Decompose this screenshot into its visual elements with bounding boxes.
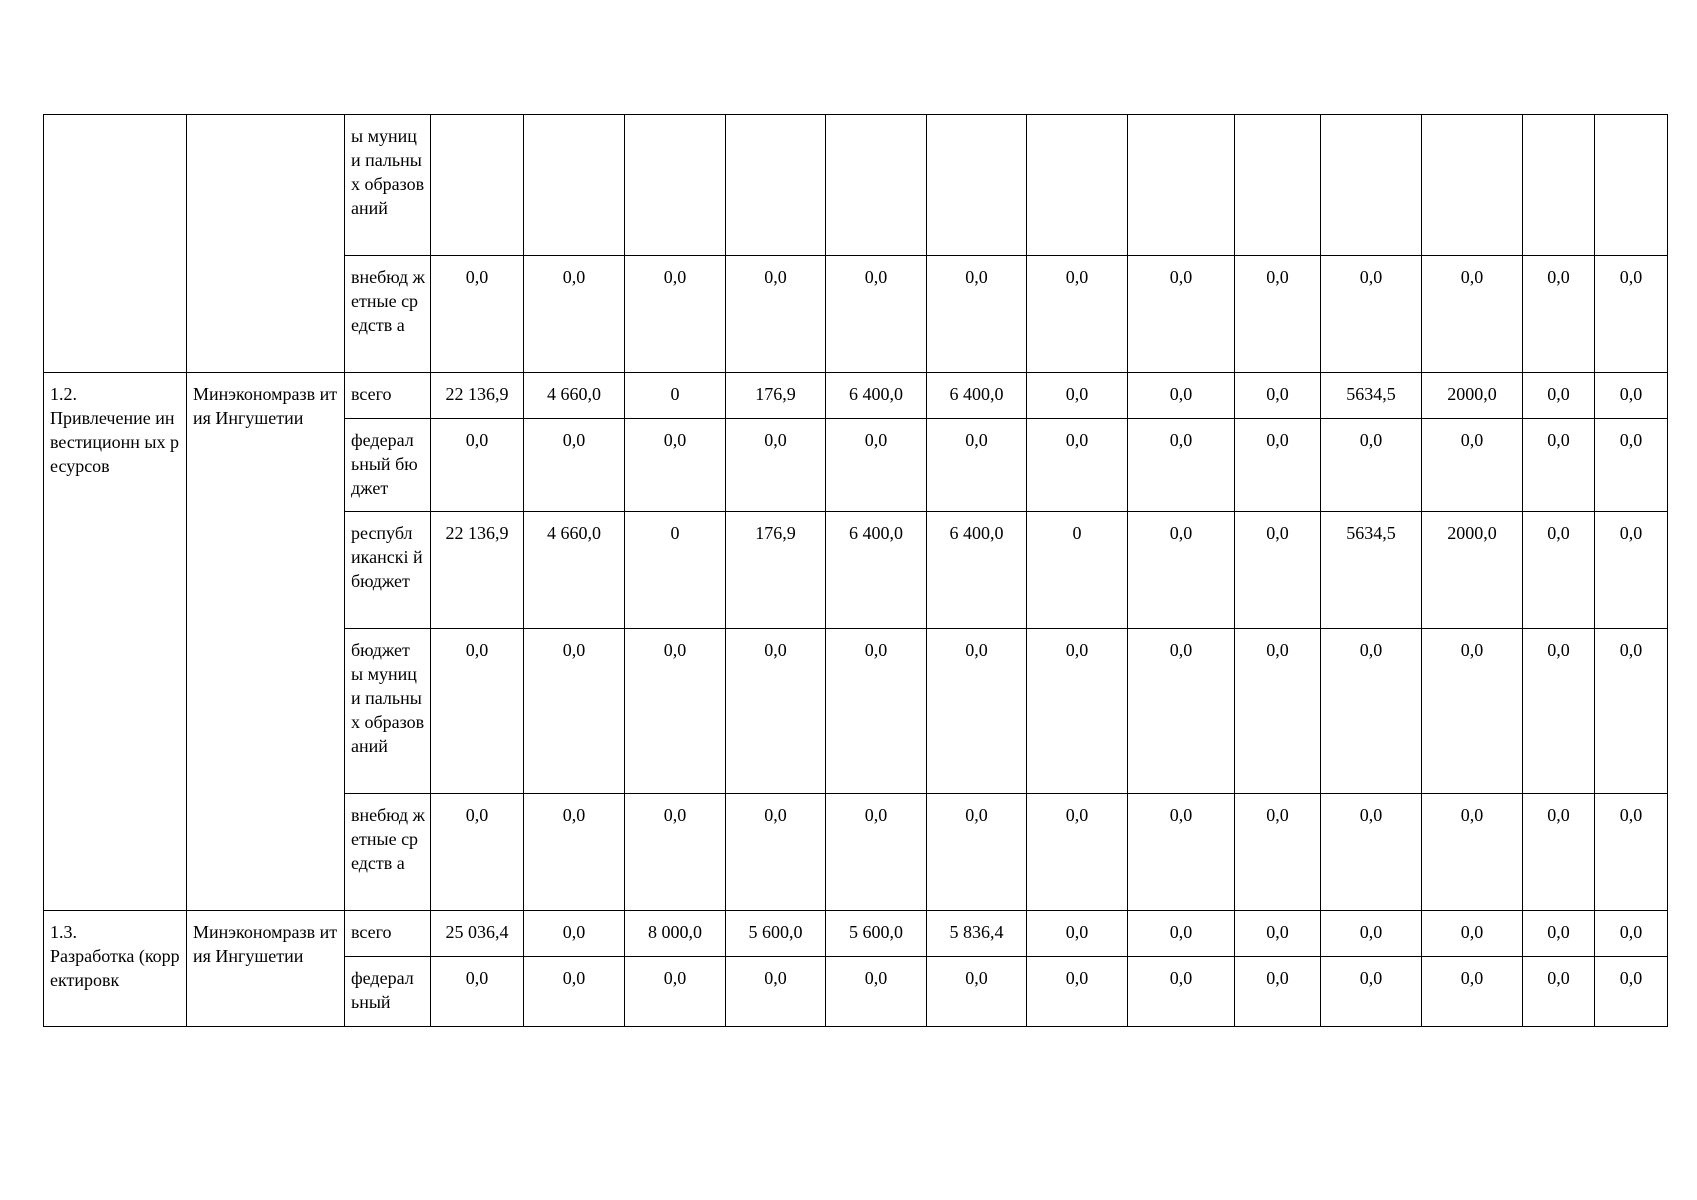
amount-cell: 0,0: [1321, 256, 1422, 373]
amount-cell: 6 400,0: [826, 373, 927, 419]
amount-cell: 0,0: [1595, 911, 1668, 957]
amount-cell: [1422, 115, 1523, 256]
executor-cell: Минэкономразв ития Ингушетии: [187, 373, 345, 911]
amount-cell: 0,0: [1321, 629, 1422, 794]
activity-code: 1.2.: [50, 384, 77, 404]
funding-source-cell: республ иканскі й бюджет: [345, 512, 431, 629]
amount-cell: [927, 115, 1027, 256]
amount-cell: 0,0: [927, 794, 1027, 911]
amount-cell: 0,0: [1027, 419, 1128, 512]
amount-cell: 0,0: [1523, 512, 1595, 629]
amount-cell: 0,0: [1027, 911, 1128, 957]
amount-cell: 0,0: [1128, 512, 1235, 629]
amount-cell: 0,0: [431, 256, 524, 373]
amount-cell: 0,0: [1523, 911, 1595, 957]
amount-cell: [726, 115, 826, 256]
amount-cell: [1523, 115, 1595, 256]
amount-cell: 0,0: [927, 419, 1027, 512]
amount-cell: 0,0: [1523, 794, 1595, 911]
amount-cell: 0,0: [1235, 373, 1321, 419]
amount-cell: [524, 115, 625, 256]
funding-source-cell: федерал ьный: [345, 957, 431, 1027]
amount-cell: 0,0: [625, 629, 726, 794]
amount-cell: 0,0: [524, 794, 625, 911]
table-body: [44, 115, 1668, 1027]
amount-cell: [826, 115, 927, 256]
amount-cell: [1595, 115, 1668, 256]
amount-cell: 22 136,9: [431, 373, 524, 419]
amount-cell: 5634,5: [1321, 373, 1422, 419]
amount-cell: 0,0: [1128, 794, 1235, 911]
funding-source-cell: бюджет ы муници пальных образов аний: [345, 629, 431, 794]
amount-cell: 0,0: [1595, 629, 1668, 794]
amount-cell: 6 400,0: [826, 512, 927, 629]
amount-cell: 0,0: [431, 629, 524, 794]
amount-cell: 0,0: [1235, 911, 1321, 957]
amount-cell: 0,0: [1027, 794, 1128, 911]
amount-cell: 0,0: [431, 957, 524, 1027]
amount-cell: 0,0: [726, 957, 826, 1027]
amount-cell: 0,0: [1523, 957, 1595, 1027]
amount-cell: 176,9: [726, 373, 826, 419]
amount-cell: 0,0: [1321, 911, 1422, 957]
amount-cell: 0,0: [826, 794, 927, 911]
amount-cell: 0,0: [1422, 256, 1523, 373]
amount-cell: 0,0: [1235, 256, 1321, 373]
amount-cell: 0,0: [1235, 512, 1321, 629]
table-row: [44, 373, 1668, 419]
amount-cell: [1321, 115, 1422, 256]
amount-cell: 0,0: [1128, 419, 1235, 512]
amount-cell: 0,0: [726, 794, 826, 911]
amount-cell: [1235, 115, 1321, 256]
funding-source-cell: федерал ьный бюджет: [345, 419, 431, 512]
amount-cell: 0,0: [1422, 629, 1523, 794]
amount-cell: 0,0: [524, 629, 625, 794]
amount-cell: 0,0: [1523, 373, 1595, 419]
activity-title: Привлечение инвестиционн ых ресурсов: [50, 408, 179, 476]
amount-cell: 5 600,0: [826, 911, 927, 957]
amount-cell: 0,0: [1523, 629, 1595, 794]
amount-cell: 0,0: [927, 629, 1027, 794]
funding-source-cell: ы муници пальных образов аний: [345, 115, 431, 256]
amount-cell: 0,0: [1235, 629, 1321, 794]
amount-cell: 0,0: [1321, 957, 1422, 1027]
activity-title: Разработка (корректировк: [50, 946, 180, 990]
funding-source-cell: всего: [345, 373, 431, 419]
amount-cell: 0,0: [1595, 794, 1668, 911]
budget-table: [43, 114, 1668, 1027]
amount-cell: 0,0: [726, 629, 826, 794]
amount-cell: 0,0: [625, 256, 726, 373]
amount-cell: 6 400,0: [927, 373, 1027, 419]
amount-cell: 0,0: [1027, 957, 1128, 1027]
amount-cell: 0,0: [826, 957, 927, 1027]
amount-cell: 0,0: [625, 419, 726, 512]
amount-cell: 0,0: [1027, 373, 1128, 419]
amount-cell: 0,0: [625, 794, 726, 911]
amount-cell: 0,0: [1128, 911, 1235, 957]
activity-code: 1.3.: [50, 922, 77, 942]
amount-cell: 0,0: [1595, 256, 1668, 373]
amount-cell: [1027, 115, 1128, 256]
amount-cell: 0,0: [1422, 957, 1523, 1027]
amount-cell: 0,0: [726, 256, 826, 373]
amount-cell: 0,0: [524, 957, 625, 1027]
amount-cell: 0,0: [826, 256, 927, 373]
amount-cell: 0,0: [1422, 911, 1523, 957]
amount-cell: 0,0: [826, 629, 927, 794]
funding-source-cell: всего: [345, 911, 431, 957]
table-row: [44, 911, 1668, 957]
amount-cell: 176,9: [726, 512, 826, 629]
amount-cell: 5 600,0: [726, 911, 826, 957]
amount-cell: 0,0: [1128, 629, 1235, 794]
amount-cell: 0,0: [524, 256, 625, 373]
amount-cell: 0,0: [524, 419, 625, 512]
executor-cell: [187, 115, 345, 373]
funding-source-cell: внебюд жетные средств а: [345, 794, 431, 911]
amount-cell: 0,0: [927, 957, 1027, 1027]
amount-cell: 2000,0: [1422, 512, 1523, 629]
amount-cell: 0,0: [1422, 419, 1523, 512]
amount-cell: 0,0: [1595, 419, 1668, 512]
amount-cell: 0,0: [431, 419, 524, 512]
amount-cell: 4 660,0: [524, 512, 625, 629]
amount-cell: 0,0: [1128, 256, 1235, 373]
amount-cell: 4 660,0: [524, 373, 625, 419]
amount-cell: 0,0: [1235, 957, 1321, 1027]
amount-cell: 0,0: [1595, 512, 1668, 629]
amount-cell: [1128, 115, 1235, 256]
amount-cell: 0,0: [1321, 794, 1422, 911]
amount-cell: 0,0: [726, 419, 826, 512]
funding-source-cell: внебюд жетные средств а: [345, 256, 431, 373]
amount-cell: 8 000,0: [625, 911, 726, 957]
amount-cell: 0,0: [1523, 419, 1595, 512]
activity-name-cell: [44, 911, 187, 1027]
amount-cell: 0,0: [1027, 629, 1128, 794]
amount-cell: 5 836,4: [927, 911, 1027, 957]
executor-cell: Минэкономразв ития Ингушетии: [187, 911, 345, 1027]
amount-cell: 0,0: [1422, 794, 1523, 911]
table-row: [44, 115, 1668, 256]
amount-cell: 0,0: [927, 256, 1027, 373]
amount-cell: 0,0: [1235, 419, 1321, 512]
amount-cell: 0,0: [1128, 957, 1235, 1027]
amount-cell: 0: [625, 512, 726, 629]
amount-cell: 0,0: [1027, 256, 1128, 373]
amount-cell: 6 400,0: [927, 512, 1027, 629]
activity-name-cell: [44, 373, 187, 911]
amount-cell: 0,0: [1128, 373, 1235, 419]
amount-cell: 0: [625, 373, 726, 419]
amount-cell: 0,0: [1595, 373, 1668, 419]
activity-name-cell: [44, 115, 187, 373]
amount-cell: 0,0: [1523, 256, 1595, 373]
amount-cell: 5634,5: [1321, 512, 1422, 629]
amount-cell: 25 036,4: [431, 911, 524, 957]
amount-cell: 0: [1027, 512, 1128, 629]
amount-cell: 0,0: [1321, 419, 1422, 512]
amount-cell: 0,0: [431, 794, 524, 911]
amount-cell: 0,0: [1595, 957, 1668, 1027]
amount-cell: 2000,0: [1422, 373, 1523, 419]
amount-cell: 0,0: [1235, 794, 1321, 911]
amount-cell: 0,0: [524, 911, 625, 957]
amount-cell: 22 136,9: [431, 512, 524, 629]
amount-cell: 0,0: [826, 419, 927, 512]
amount-cell: [431, 115, 524, 256]
amount-cell: [625, 115, 726, 256]
amount-cell: 0,0: [625, 957, 726, 1027]
